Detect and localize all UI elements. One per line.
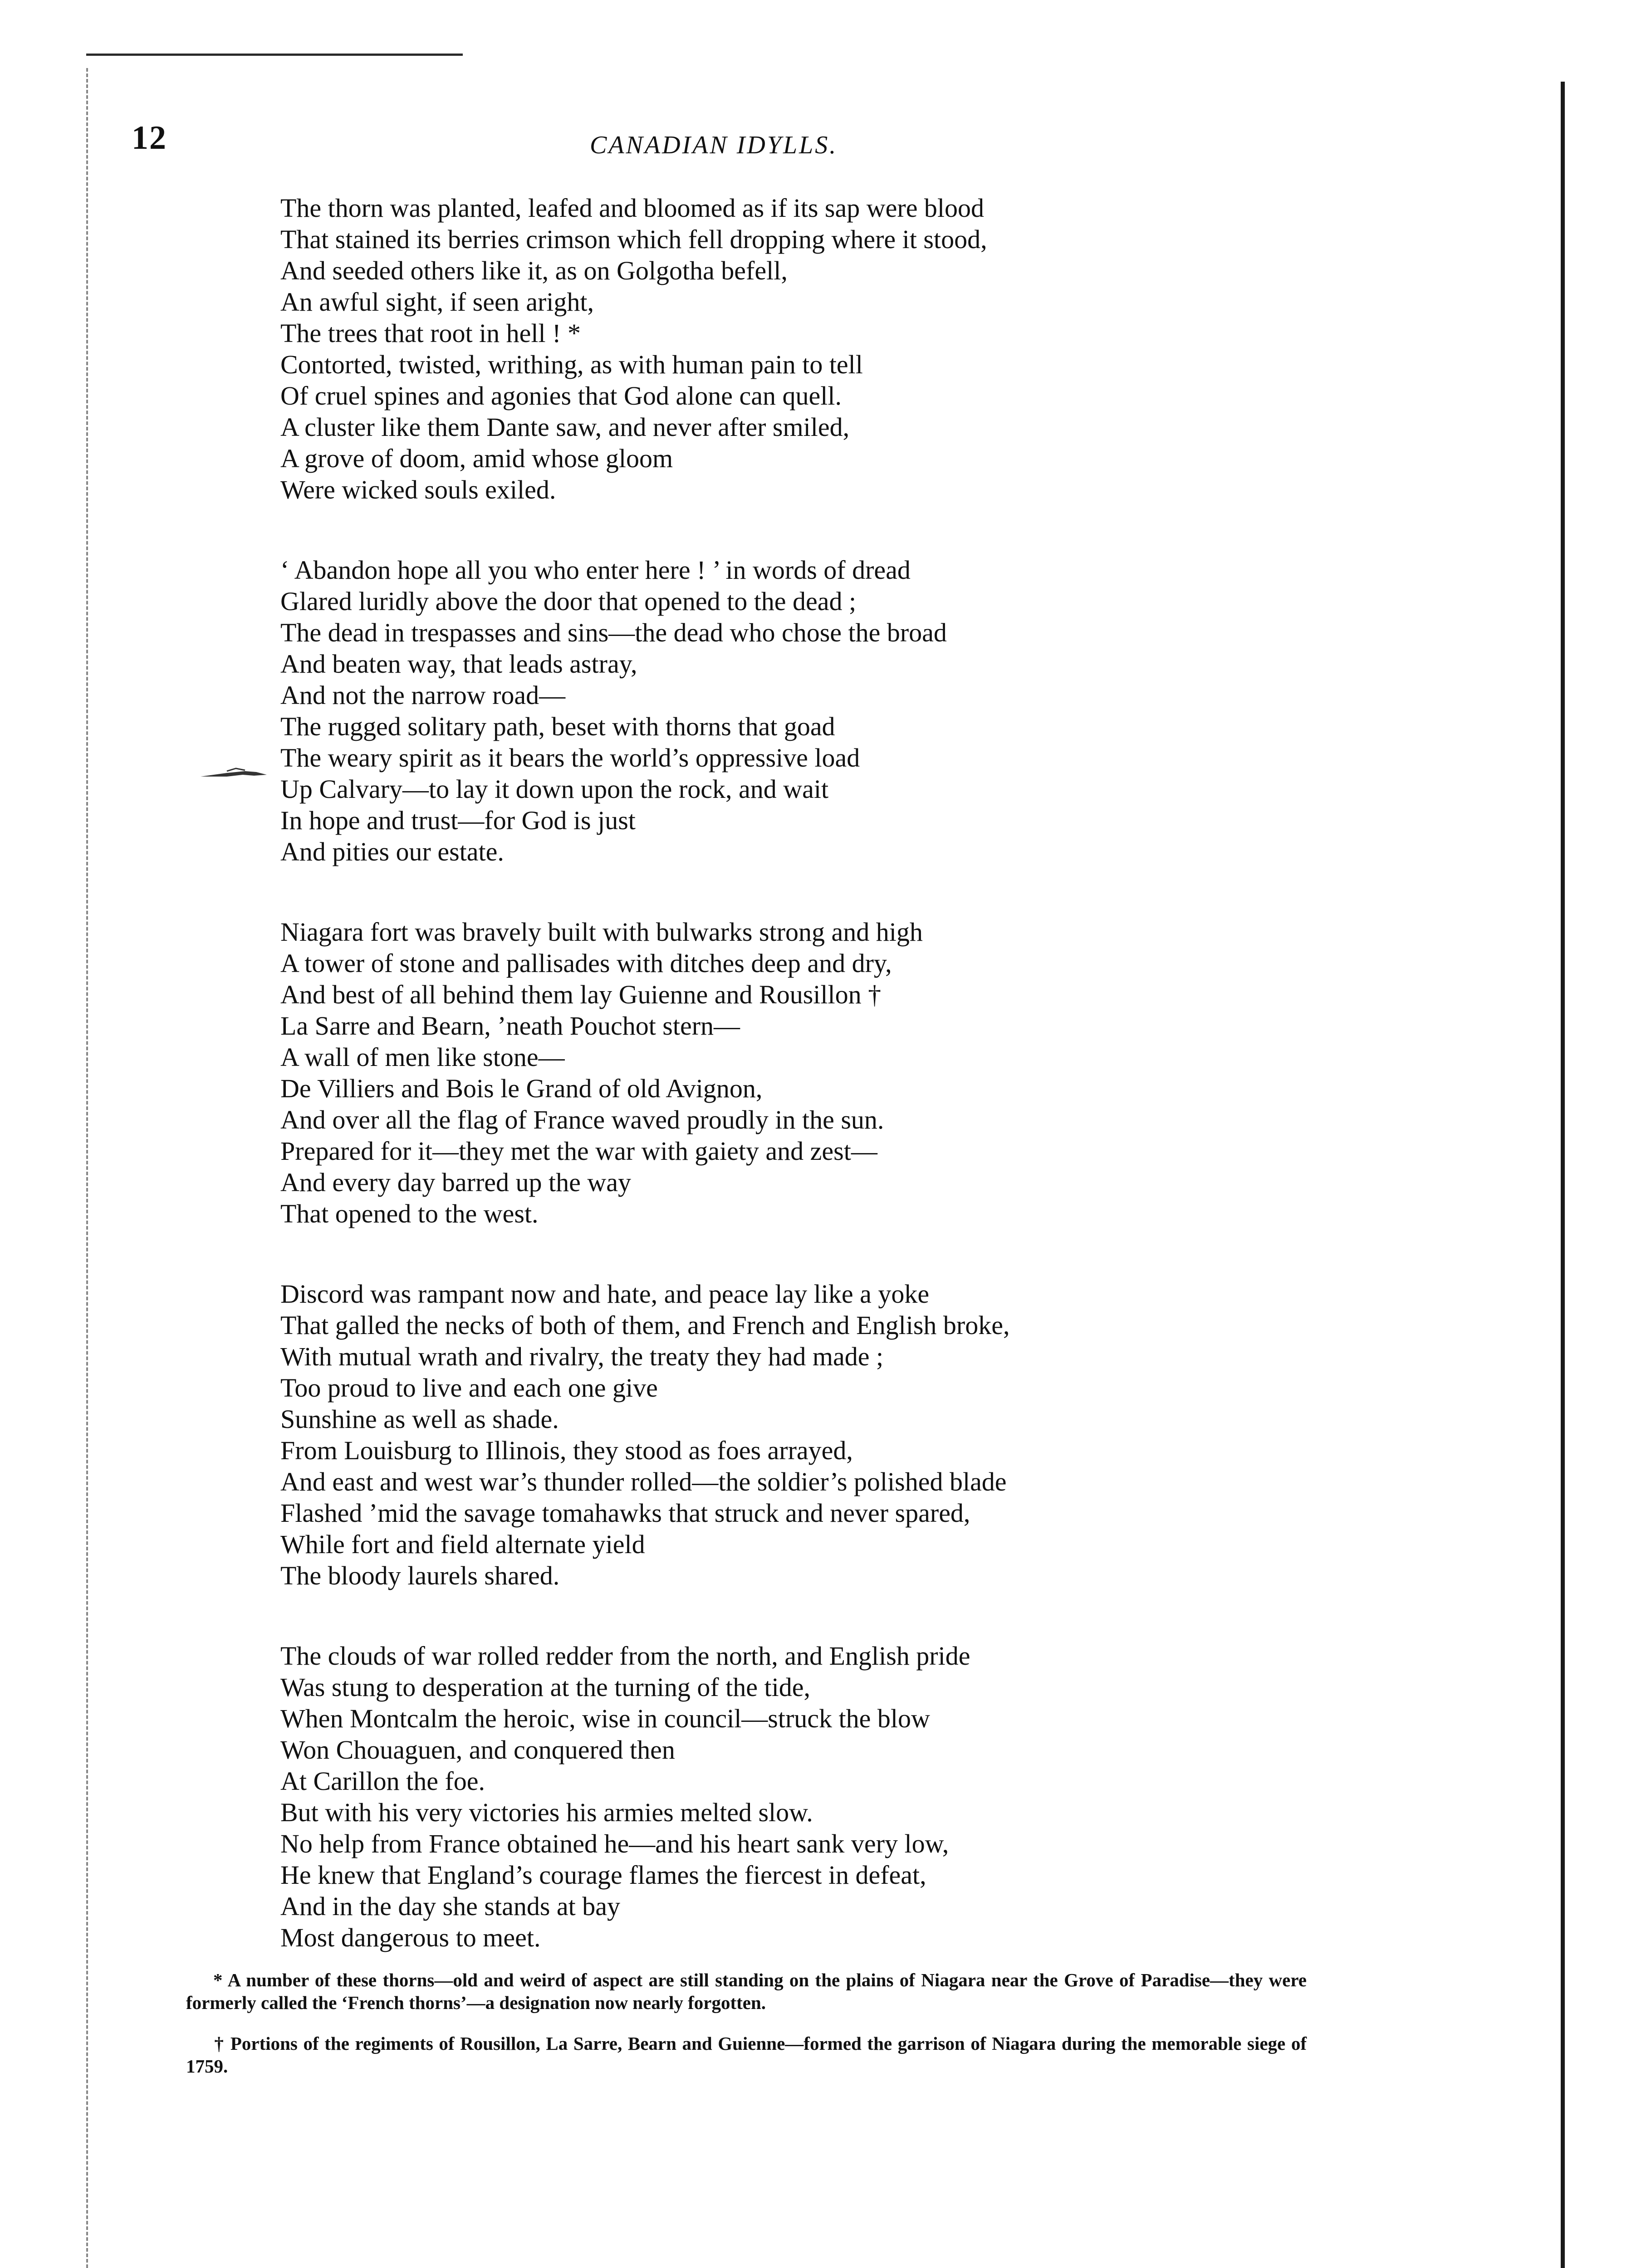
poem-line: De Villiers and Bois le Grand of old Avignon, <box>280 1074 763 1103</box>
poem-line: Too proud to live and each one give <box>280 1373 658 1403</box>
running-head: CANADIAN IDYLLS. <box>590 131 838 159</box>
poem-line: The thorn was planted, leafed and bloomed as if its sap were blood <box>280 193 985 223</box>
poem-line: ‘ Abandon hope all you who enter here ! ’ in words of dread <box>280 555 911 585</box>
poem-line: From Louisburg to Illinois, they stood as foes arrayed, <box>280 1436 853 1465</box>
poem-line: The bloody laurels shared. <box>280 1561 560 1590</box>
footnote-text: † Portions of the regiments of Rousillon, La Sarre, Bearn and Guienne—formed the garrison of Niagara during the memorable siege of 1759. <box>186 2033 1307 2077</box>
poem-line: Niagara fort was bravely built with bulwarks strong and high <box>280 917 923 947</box>
poem-line: And seeded others like it, as on Golgotha befell, <box>280 256 788 285</box>
poem-line: La Sarre and Bearn, ’neath Pouchot stern— <box>280 1011 740 1041</box>
poem-line: When Montcalm the heroic, wise in council—struck the blow <box>280 1704 930 1733</box>
poem-line: And beaten way, that leads astray, <box>280 649 637 679</box>
stanza <box>280 1278 1460 1591</box>
poem-line: With mutual wrath and rivalry, the treaty they had made ; <box>280 1342 884 1371</box>
footnote-thorns <box>186 1969 1307 2014</box>
poem-line: A cluster like them Dante saw, and never after smiled, <box>280 412 850 442</box>
poem-line: Sunshine as well as shade. <box>280 1404 559 1434</box>
pointing-hand-icon <box>200 767 268 780</box>
poem-line: Up Calvary—to lay it down upon the rock, and wait <box>280 774 829 804</box>
poem-line: In hope and trust—for God is just <box>280 806 636 835</box>
poem <box>280 192 1460 2002</box>
poem-line: Most dangerous to meet. <box>280 1923 541 1952</box>
poem-line: Discord was rampant now and hate, and peace lay like a yoke <box>280 1279 930 1309</box>
poem-line: Prepared for it—they met the war with gaiety and zest— <box>280 1136 877 1166</box>
poem-line: And every day barred up the way <box>280 1168 632 1197</box>
page-number: 12 <box>132 119 167 156</box>
poem-line: A wall of men like stone— <box>280 1042 565 1072</box>
poem-line: Contorted, twisted, writhing, as with human pain to tell <box>280 350 863 379</box>
poem-line: Of cruel spines and agonies that God alone can quell. <box>280 381 842 411</box>
poem-line: And pities our estate. <box>280 837 504 866</box>
poem-line: And best of all behind them lay Guienne and Rousillon † <box>280 980 882 1009</box>
footnote-text: * A number of these thorns—old and weird of aspect are still standing on the plains of Niagara near the Grove of Paradise—they were formerly called the ‘French thorns’—a designation now nearly forgotten. <box>186 1970 1307 2013</box>
stanza <box>280 1640 1460 1953</box>
poem-line: The rugged solitary path, beset with thorns that goad <box>280 712 835 741</box>
poem-line: Flashed ’mid the savage tomahawks that struck and never spared, <box>280 1498 970 1528</box>
poem-line: The trees that root in hell ! * <box>280 318 581 348</box>
poem-line: And in the day she stands at bay <box>280 1892 621 1921</box>
footnote-regiments <box>186 2032 1307 2077</box>
poem-line: And over all the flag of France waved proudly in the sun. <box>280 1105 884 1134</box>
poem-line: And east and west war’s thunder rolled—the soldier’s polished blade <box>280 1467 1007 1496</box>
poem-line: Glared luridly above the door that opened to the dead ; <box>280 587 857 616</box>
poem-line: At Carillon the foe. <box>280 1766 485 1796</box>
poem-line: That galled the necks of both of them, and French and English broke, <box>280 1310 1010 1340</box>
poem-line: The dead in trespasses and sins—the dead who chose the broad <box>280 618 947 647</box>
poem-line: A grove of doom, amid whose gloom <box>280 444 673 473</box>
top-rule <box>86 54 463 56</box>
poem-line: He knew that England’s courage flames the fiercest in defeat, <box>280 1860 926 1890</box>
poem-line: Were wicked souls exiled. <box>280 475 556 504</box>
stanza <box>280 916 1460 1229</box>
right-page-edge <box>1561 82 1565 2268</box>
left-page-edge <box>86 68 88 2268</box>
footnotes <box>186 1969 1307 2096</box>
poem-line: A tower of stone and pallisades with ditches deep and dry, <box>280 948 892 978</box>
poem-line: The weary spirit as it bears the world’s oppressive load <box>280 743 860 772</box>
poem-line: That opened to the west. <box>280 1199 539 1228</box>
poem-line: While fort and field alternate yield <box>280 1530 645 1559</box>
poem-line: And not the narrow road— <box>280 680 566 710</box>
stanza <box>280 192 1460 505</box>
poem-line: An awful sight, if seen aright, <box>280 287 594 317</box>
poem-line: But with his very victories his armies melted slow. <box>280 1798 813 1827</box>
poem-line: Won Chouaguen, and conquered then <box>280 1735 675 1765</box>
poem-line: The clouds of war rolled redder from the north, and English pride <box>280 1641 970 1671</box>
stanza <box>280 554 1460 867</box>
poem-line: That stained its berries crimson which fell dropping where it stood, <box>280 225 987 254</box>
poem-line: No help from France obtained he—and his heart sank very low, <box>280 1829 949 1858</box>
poem-line: Was stung to desperation at the turning of the tide, <box>280 1672 810 1702</box>
